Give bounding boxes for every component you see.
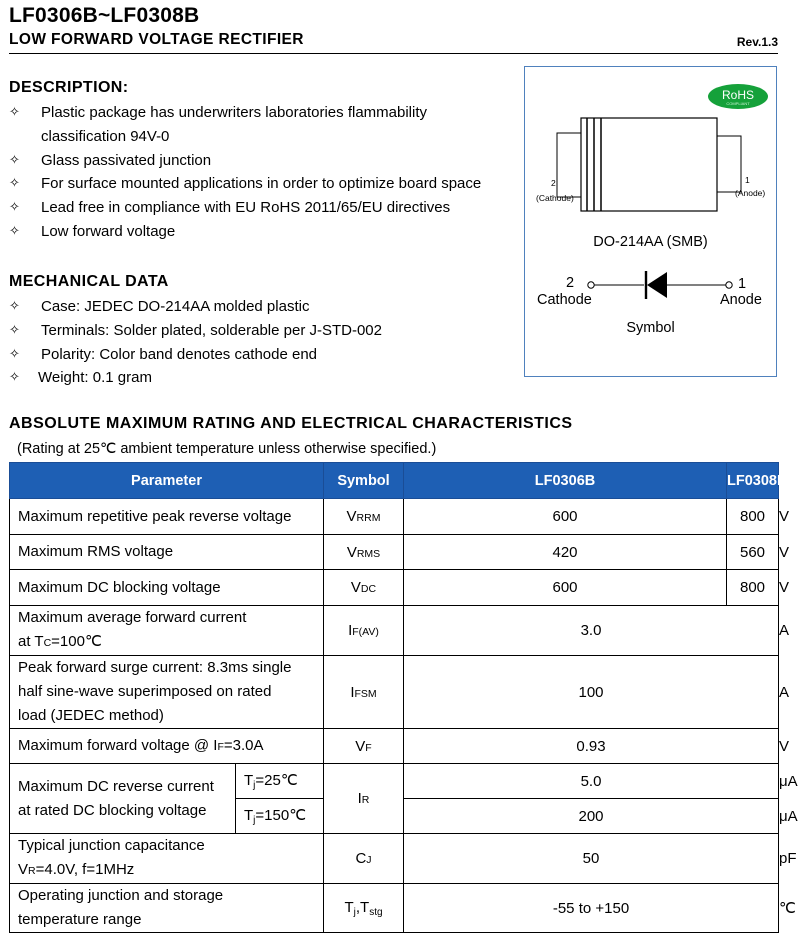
description-heading: DESCRIPTION: — [9, 79, 129, 96]
value-cell-lf0306b: 600 — [404, 499, 727, 535]
symbol-main: V — [355, 737, 366, 755]
symbol-main: V — [346, 508, 357, 525]
list-item-text: Glass passivated junction — [41, 151, 212, 169]
param-text: V — [18, 861, 29, 878]
param-cell — [10, 834, 324, 884]
list-item — [9, 196, 519, 220]
anode-terminal — [726, 282, 732, 288]
symbol-sub: J — [366, 854, 372, 866]
list-item — [9, 343, 519, 367]
param-cell: Maximum DC blocking voltage — [10, 570, 324, 606]
symbol-main: I — [350, 683, 355, 701]
condition-sub: j — [253, 815, 256, 826]
list-item-text: Lead free in compliance with EU RoHS 2011/65/EU directives — [41, 199, 451, 217]
symbol-cell — [324, 535, 404, 570]
symbol-sub: F(AV) — [352, 626, 379, 638]
list-item-text: Plastic package has underwriters laboratories flammability — [41, 104, 428, 121]
value-cell-lf0308b: 800 — [727, 499, 779, 535]
value-cell: 0.93 — [404, 729, 779, 764]
symbol-sub: RRM — [356, 512, 381, 524]
table-row: Operating junction and storage temperature range $T_j,T_{stg}$ -55 to +150 ℃ — [10, 884, 779, 933]
bullet-icon: ✧ — [9, 176, 20, 192]
symbol-main: I — [357, 790, 362, 807]
symbol-anode-label: Anode — [720, 292, 762, 308]
value-cell: 3.0 — [404, 606, 779, 656]
symbol-cell — [324, 884, 404, 933]
param-cell — [10, 729, 324, 764]
condition-cell — [236, 799, 324, 834]
table-row: Maximum repetitive peak reverse voltage VRRM 600 800 V — [10, 499, 779, 535]
cathode-terminal — [588, 282, 594, 288]
symbol-main: V — [350, 579, 361, 596]
symbol-main: V — [346, 543, 357, 561]
symbol-sub: stg — [369, 906, 383, 918]
pin2-label: (Cathode) — [536, 193, 574, 203]
list-item — [9, 319, 519, 343]
symbol-caption: Symbol — [626, 320, 675, 336]
param-line: Operating junction and storage — [18, 887, 224, 904]
symbol-cell — [324, 764, 404, 834]
param-line: Maximum DC reverse current — [18, 777, 214, 795]
param-text: =3.0A — [223, 736, 264, 754]
symbol-sub: DC — [360, 583, 377, 595]
symbol-cathode-label: Cathode — [537, 292, 592, 308]
symbol-sub: F — [365, 741, 372, 754]
list-item — [9, 366, 519, 390]
table-row: Typical junction capacitance VR=4.0V, f=1MHz CJ 50 pF — [10, 834, 779, 884]
bullet-icon: ✧ — [9, 299, 20, 314]
param-line: Maximum average forward current — [18, 609, 247, 626]
symbol-main: ,T — [355, 898, 370, 916]
param-line: Typical junction capacitance — [18, 837, 205, 854]
package-name: DO-214AA (SMB) — [593, 234, 708, 250]
list-item-text: classification 94V-0 — [41, 127, 170, 145]
param-line: half sine-wave superimposed on rated — [18, 683, 272, 700]
param-sub: R — [28, 865, 36, 877]
ratings-heading: ABSOLUTE MAXIMUM RATING AND ELECTRICAL CHARACTERISTICS — [9, 415, 573, 432]
mechanical-heading: MECHANICAL DATA — [9, 273, 169, 290]
table-row: Maximum forward voltage @ IF=3.0A VF 0.93 V — [10, 729, 779, 764]
table-row: Peak forward surge current: 8.3ms single half sine-wave superimposed on rated load (JEDEC method) IFSM 100 A — [10, 656, 779, 729]
condition-text: =150℃ — [255, 807, 307, 824]
symbol-sub: FSM — [354, 687, 377, 700]
table-row: Maximum RMS voltage VRMS 420 560 V — [10, 535, 779, 570]
symbol-pin1-number: 1 — [738, 276, 747, 292]
value-cell-lf0306b: 420 — [404, 535, 727, 570]
rohs-badge: RoHS — [708, 84, 768, 109]
param-cell — [10, 656, 324, 729]
value-cell: 100 — [404, 656, 779, 729]
symbol-cell — [324, 606, 404, 656]
param-sub: C — [43, 637, 52, 649]
param-line: at rated DC blocking voltage — [18, 801, 207, 819]
list-item — [9, 295, 519, 319]
value-cell: -55 to +150 — [404, 884, 779, 933]
symbol-cell — [324, 499, 404, 535]
condition-text: =25℃ — [255, 772, 298, 789]
column-header-symbol: Symbol — [324, 463, 404, 499]
value-cell-lf0306b: 600 — [404, 570, 727, 606]
list-item-text: Polarity: Color band denotes cathode end — [41, 345, 318, 363]
list-item-continuation — [9, 125, 519, 149]
symbol-sub: RMS — [356, 547, 381, 560]
param-line — [18, 858, 315, 883]
table-row: $T_j=150℃$ 200 μA — [10, 799, 779, 834]
bullet-icon: ✧ — [9, 200, 20, 216]
bullet-icon: ✧ — [9, 152, 20, 168]
mechanical-list — [9, 295, 519, 390]
ratings-note: (Rating at 25℃ ambient temperature unless otherwise specified.) — [17, 441, 437, 457]
list-item-text: Weight: 0.1 gram — [38, 369, 152, 387]
anode-lead — [717, 136, 741, 192]
symbol-cell — [324, 570, 404, 606]
value-cell: 200 — [404, 799, 779, 834]
revision-label: Rev.1.3 — [736, 35, 778, 49]
param-cell — [10, 764, 236, 834]
condition-text: T — [244, 807, 254, 824]
column-header-parameter: Parameter — [10, 463, 324, 499]
value-cell: 50 — [404, 834, 779, 884]
param-text: at T — [18, 633, 44, 650]
symbol-main: C — [355, 850, 367, 867]
value-cell-lf0308b: 560 — [727, 535, 779, 570]
condition-sub: j — [253, 780, 256, 791]
symbol-main: T — [344, 898, 354, 916]
bullet-icon: ✧ — [9, 346, 20, 362]
header-divider — [9, 53, 778, 54]
list-item-text: For surface mounted applications in order to optimize board space — [41, 175, 482, 193]
symbol-cell — [324, 656, 404, 729]
condition-cell — [236, 764, 324, 799]
bullet-icon: ✧ — [9, 370, 20, 386]
description-list — [9, 101, 519, 244]
document-title: LF0306B~LF0308B — [9, 4, 200, 27]
diode-triangle — [647, 272, 667, 298]
list-item — [9, 220, 519, 244]
param-line — [18, 630, 315, 655]
param-cell — [10, 884, 324, 933]
condition-text: T — [244, 772, 254, 789]
value-cell-lf0308b: 800 — [727, 570, 779, 606]
document-subtitle: LOW FORWARD VOLTAGE RECTIFIER — [9, 31, 304, 48]
symbol-sub: j — [353, 906, 356, 918]
param-text: =4.0V, f=1MHz — [35, 861, 135, 878]
pin1-number: 1 — [745, 175, 750, 185]
pin2-number: 2 — [551, 178, 556, 188]
column-header-lf0308b: LF0308B — [727, 463, 779, 499]
param-line: temperature range — [18, 911, 142, 928]
value-cell: 5.0 — [404, 764, 779, 799]
param-text: =100℃ — [51, 633, 102, 650]
bullet-icon: ✧ — [9, 223, 20, 239]
column-header-lf0306b: LF0306B — [404, 463, 727, 499]
table-row: Maximum DC blocking voltage VDC 600 800 V — [10, 570, 779, 606]
symbol-sub: R — [361, 794, 370, 806]
ratings-table — [9, 462, 807, 933]
bullet-icon: ✧ — [9, 322, 20, 338]
param-cell: Maximum RMS voltage — [10, 535, 324, 570]
rohs-badge-subtext: COMPLIANT — [726, 101, 750, 106]
list-item — [9, 149, 519, 173]
symbol-pin2-number: 2 — [566, 275, 575, 291]
param-cell: Maximum repetitive peak reverse voltage — [10, 499, 324, 535]
pin1-label: (Anode) — [735, 188, 766, 198]
symbol-main: I — [348, 622, 353, 639]
list-item — [9, 101, 519, 125]
cathode-lead — [557, 133, 581, 197]
param-text: Maximum forward voltage @ I — [18, 736, 218, 754]
list-item-text: Low forward voltage — [41, 222, 176, 240]
list-item-text: Terminals: Solder plated, solderable per J-STD-002 — [41, 321, 382, 339]
param-sub: F — [217, 740, 224, 753]
table-header-row: Parameter Symbol LF0306B LF0308B Unit — [10, 463, 779, 499]
param-cell — [10, 606, 324, 656]
param-line: load (JEDEC method) — [18, 707, 164, 724]
table-row: Maximum DC reverse current at rated DC blocking voltage $T_j=25℃$ IR 5.0 μA — [10, 764, 779, 799]
list-item-text: Case: JEDEC DO-214AA molded plastic — [41, 298, 310, 315]
symbol-cell — [324, 729, 404, 764]
table-row: Maximum average forward current at TC=100℃ IF(AV) 3.0 A — [10, 606, 779, 656]
bullet-icon: ✧ — [9, 105, 20, 120]
symbol-cell — [324, 834, 404, 884]
param-line: Peak forward surge current: 8.3ms single — [18, 659, 292, 676]
list-item — [9, 172, 519, 196]
